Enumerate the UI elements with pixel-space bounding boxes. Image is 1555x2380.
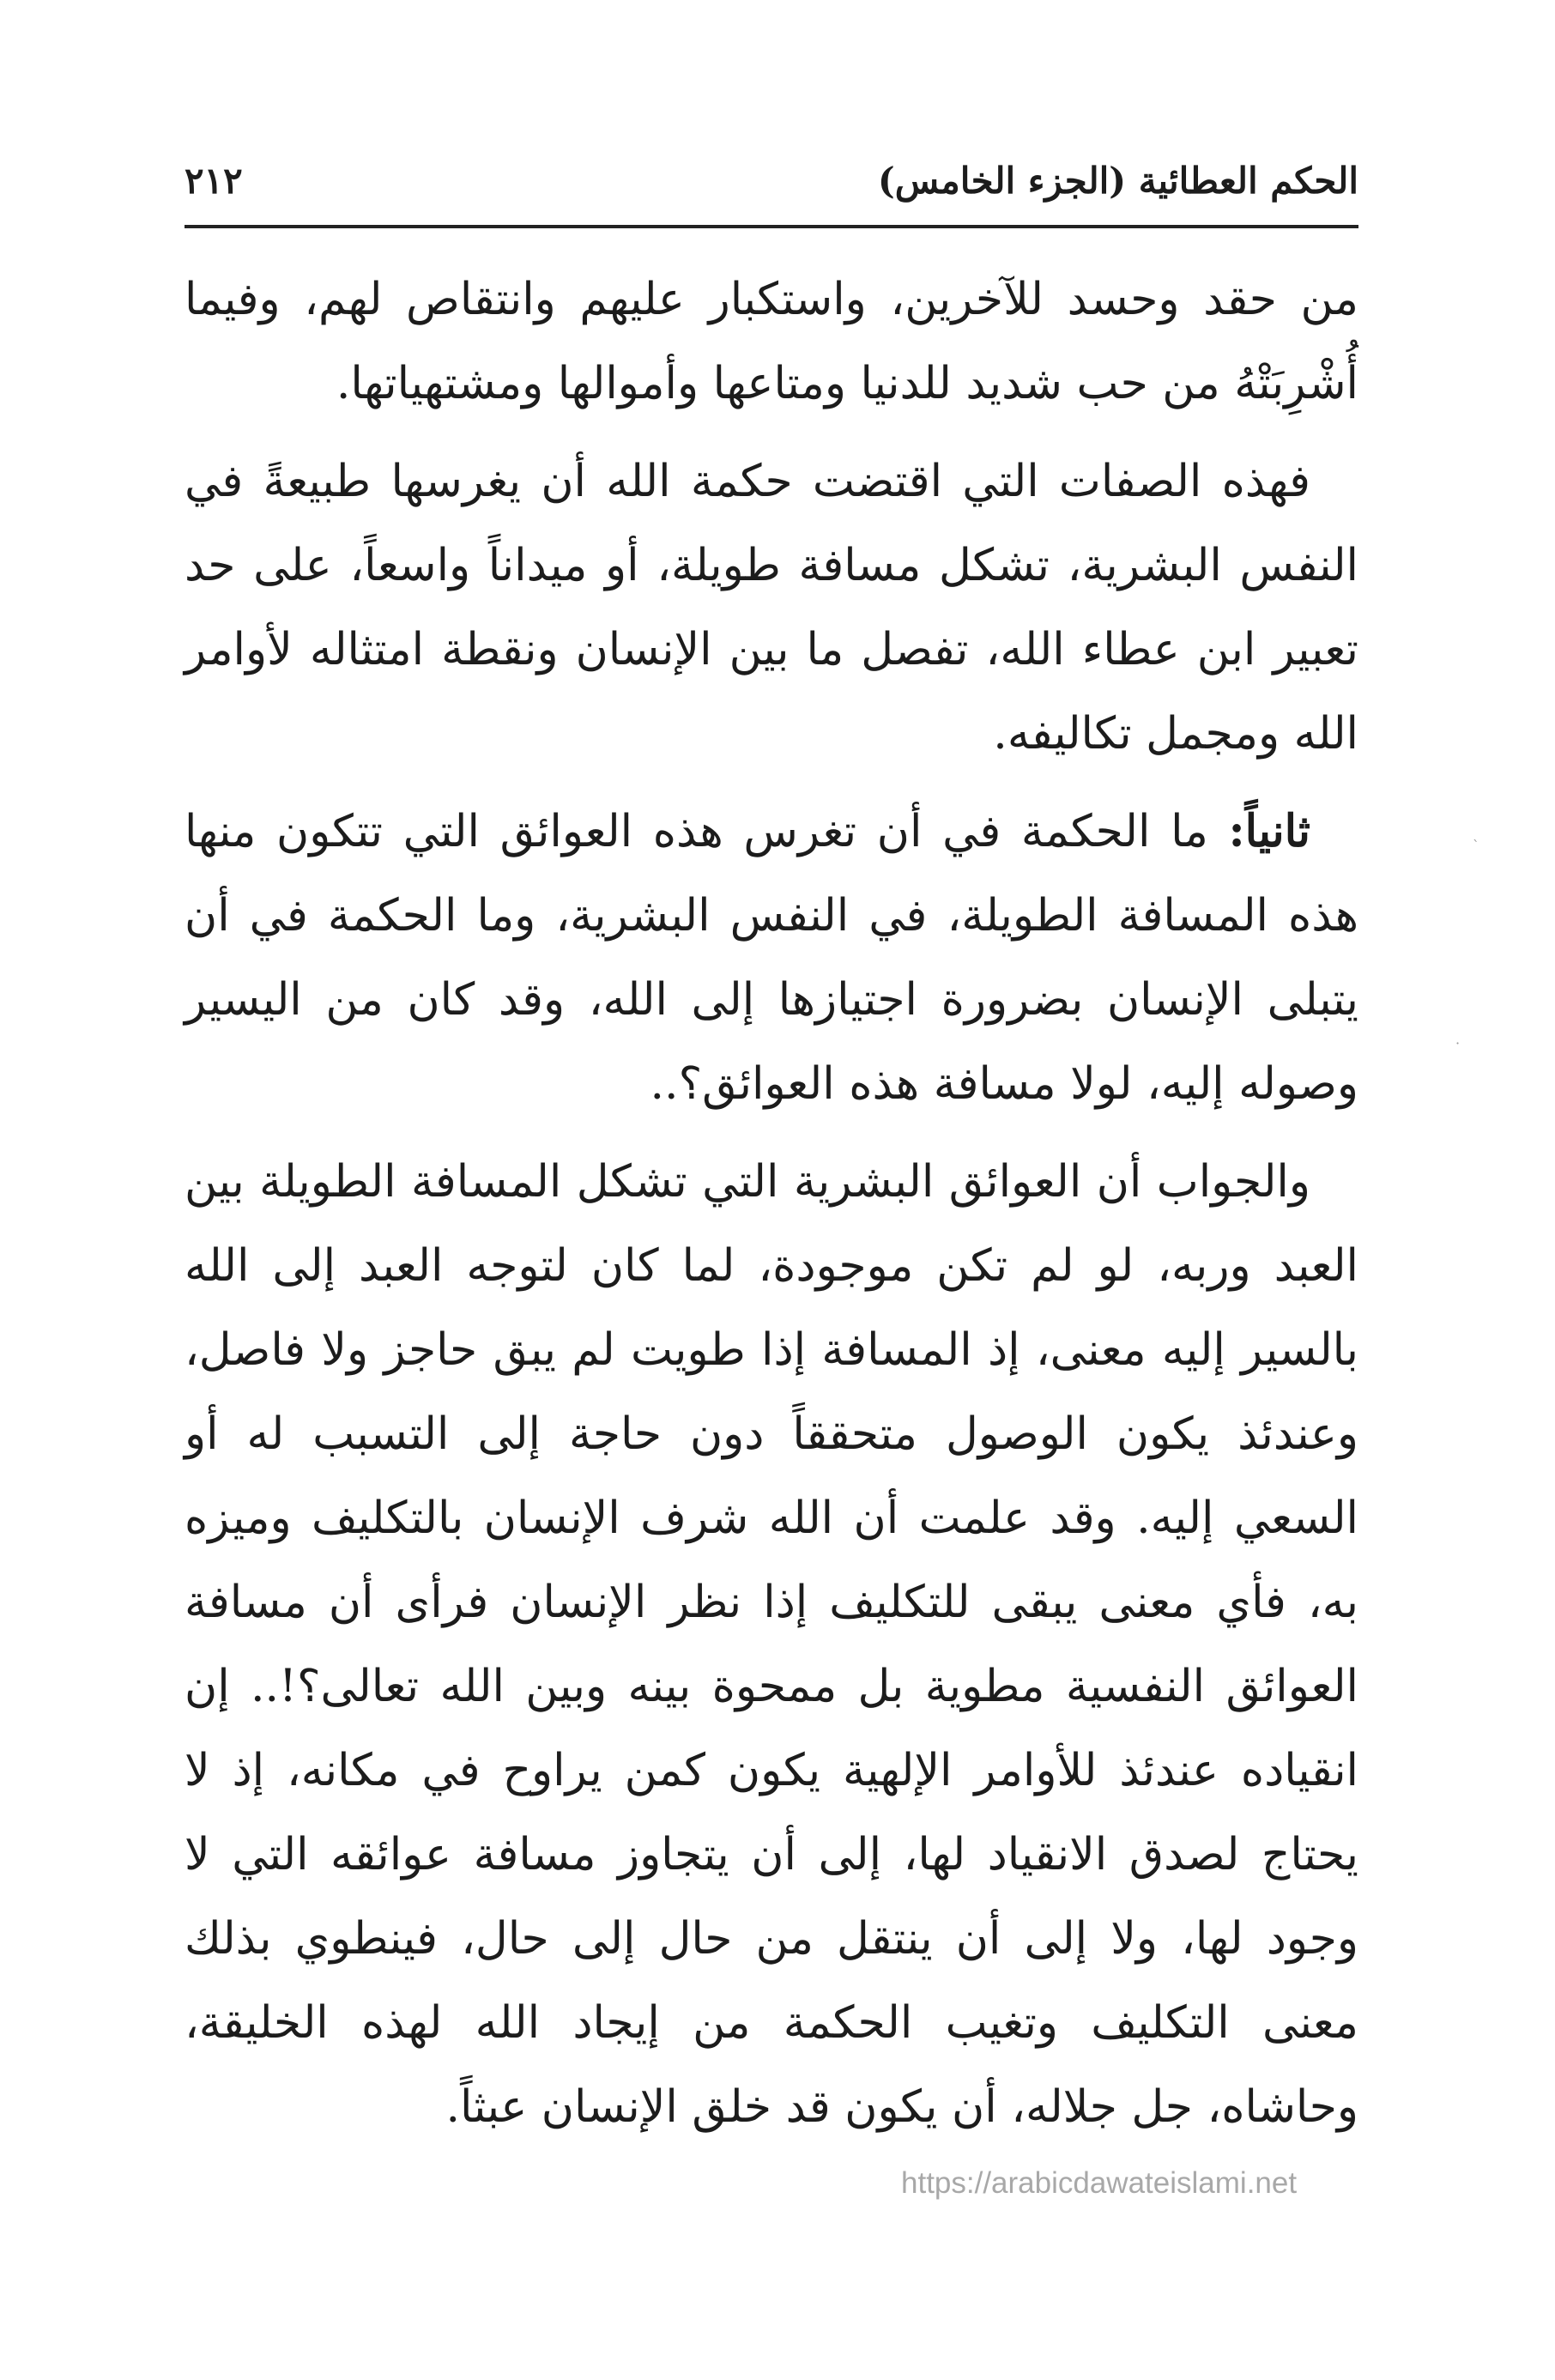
watermark-url: https://arabicdawateislami.net: [901, 2166, 1298, 2200]
paragraph-text: فهذه الصفات التي اقتضت حكمة الله أن يغرسها طبيعةً في النفس البشرية، تشكل مسافة طويلة، أو ميداناً واسعاً، على حد تعبير ابن عطاء الله، تفصل ما بين الإنسان ونقطة امتثاله لأوامر الله ومجمل تكاليفه.: [185, 456, 1358, 760]
page-number: ٢١٢: [185, 160, 243, 202]
paragraph: [185, 1140, 1358, 2149]
paragraph: [185, 439, 1358, 776]
running-header-title: الحكم العطائية (الجزء الخامس): [877, 160, 1358, 202]
header-divider: [185, 225, 1358, 228]
body-text: [185, 257, 1358, 2163]
paragraph-text: ما الحكمة في أن تغرس هذه العوائق التي تتكون منها هذه المسافة الطويلة، في النفس البشرية، وما الحكمة في أن يتبلى الإنسان بضرورة اجتيازها إلى الله، وقد كان من اليسير وصوله إليه، لولا مسافة هذه العوائق؟..: [185, 806, 1358, 1110]
paragraph: [185, 790, 1358, 1126]
paragraph: [185, 257, 1358, 426]
running-header: [185, 153, 1358, 218]
scan-speck: ·: [1455, 1035, 1461, 1051]
paragraph-lead: ثانياً:: [1228, 805, 1310, 857]
scan-speck: ˋ: [1473, 838, 1479, 854]
paragraph-text: من حقد وحسد للآخرين، واستكبار عليهم وانتقاص لهم، وفيما أُشْرِبَتْهُ من حب شديد للدنيا ومتاعها وأموالها ومشتهياتها.: [185, 274, 1358, 409]
paragraph-text: والجواب أن العوائق البشرية التي تشكل المسافة الطويلة بين العبد وربه، لو لم تكن موجودة، لما كان لتوجه العبد إلى الله بالسير إليه معنى، إذ المسافة إذا طويت لم يبق حاجز ولا فاصل، وعندئذ يكون الوصول متحققاً دون حاجة إلى التسبب له أو السعي إليه. وقد علمت أن الله شرف الإنسان بالتكليف وميزه به، فأي معنى يبقى للتكليف إذا نظر الإنسان فرأى أن مسافة العوائق النفسية مطوية بل ممحوة بينه وبين الله تعالى؟!.. إن انقياده عندئذ للأوامر الإلهية يكون كمن يراوح في مكانه، إذ لا يحتاج لصدق الانقياد لها، إلى أن يتجاوز مسافة عوائقه التي لا وجود لها، ولا إلى أن ينتقل من حال إلى حال، فينطوي بذلك معنى التكليف وتغيب الحكمة من إيجاد الله لهذه الخليقة، وحاشاه، جل جلاله، أن يكون قد خلق الإنسان عبثاً.: [185, 1156, 1358, 2133]
